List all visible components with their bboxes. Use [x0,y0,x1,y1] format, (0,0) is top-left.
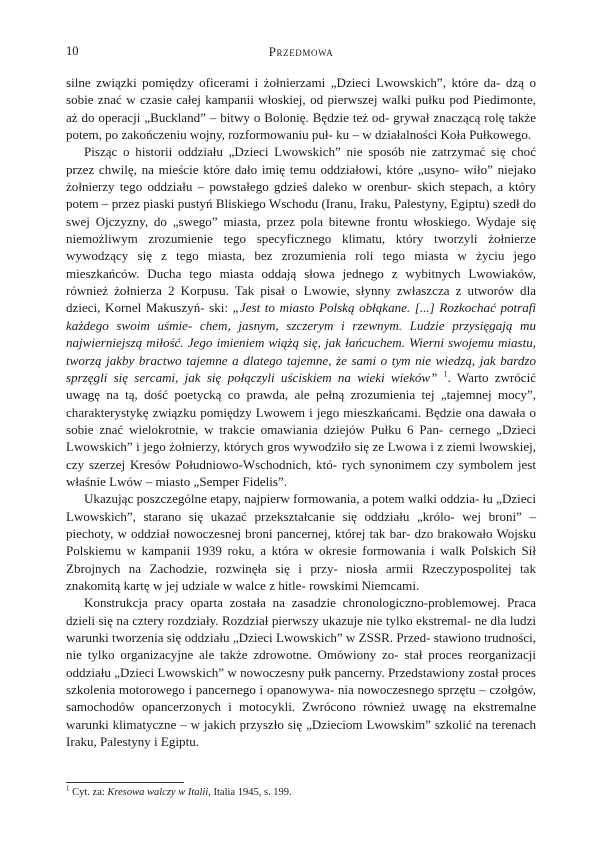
makuszynski-quote: „Jest to miasto Polską obłąkane. [...] Rozkochać potrafi każdego swoim uśmie- chem, jasnym, szczerym i rzewnym. Ludzie przysięgają mu najwierniejszą miłość. Jego imieniem wiążą się, jak łańcuchem. Wierni swojemu miastu, tworzą jakby bractwo tajemne a dlatego tajemne, że sami o tym nie wiedzą, jak bardzo sprzęgli się sercami, jak się połączyli uściskiem na wieki wieków” [66,300,537,385]
paragraph-2 [66,143,536,490]
paragraph-1: silne związki pomiędzy oficerami i żołnierzami „Dzieci Lwowskich”, które da- dzą o sobie znać w czasie całej kampanii włoskiej, od pierwszej walki pułku pod Piedimonte, aż do operacji „Buckland” – bitwy o Bolonię. Będzie też od- grywał znaczącą rolę także potem, po zakończeniu wojny, rozformowaniu puł- ku – w działalności Koła Pułkowego. [66,75,536,143]
footnote-prefix: Cyt. za: [69,787,108,798]
paragraph-3: Ukazując poszczególne etapy, najpierw formowania, a potem walki oddzia- łu „Dzieci Lwowskich”, starano się ukazać przekształcanie się oddziału „królo- wej broni” – piechoty, w oddział nowoczesnej broni pancernej, której tak bar- dzo brakowało Wojsku Polskiemu w kampanii 1939 roku, a która w okresie formowania i walk Polskich Sił Zbrojnych na Zachodzie, rozwinęła się i przy- niosła armii Rzeczypospolitej tak znakomitą kartę w jej udziale w walce z hitle- rowskimi Niemcami. [66,491,536,593]
footnote-suffix: , Italia 1945, s. 199. [208,787,292,798]
paragraph-2-text-b: . Warto zwrócić uwagę na tą, dość poetycką co prawda, ale pełną zrozumienia tej „tajemnej mocy”, charakterystykę związku pomiędzy Lwowem i jego mieszkańcami. Będzie ona dawała o sobie znać wielokrotnie, w trakcie omawiania dziejów Pułku 6 Pan- cernego „Dzieci Lwowskich” i jego żołnierzy, których gros wywodziło się ze Lwowa i z ziemi lwowskiej, czy szerzej Kresów Południowo-Wschodnich, któ- rych synonimem czy symbolem jest właśnie Lwów – miasto „Semper Fidelis”. [66,369,537,489]
footnote-title: Kresowa walczy w Italii [107,787,209,798]
footnote [66,786,536,799]
footnote-divider [66,782,184,783]
running-title: Przedmowa [268,44,334,59]
footnote-number: 1 [66,784,70,793]
running-head [66,44,536,60]
paragraph-4: Konstrukcja pracy oparta została na zasadzie chronologiczno-problemowej. Praca dzieli się na cztery rozdziały. Rozdział pierwszy ukazuje nie tylko ekstremal- ne dla ludzi warunki tworzenia się oddziału „Dzieci Lwowskich” w ZSSR. Przed- stawiono trudności, nie tylko organizacyjne ale także zdrowotne. Omówiony zo- stał proces reorganizacji oddziału „Dzieci Lwowskich” w nowoczesny pułk pancerny. Przedstawiony został proces szkolenia motorowego i pancernego i opanowywa- nia nowoczesnego sprzętu – czołgów, samochodów opancerzonych i motocykli. Zwrócono również uwagę na ekstremalne warunki klimatyczne – w jakich przyszło się „Dzieciom Lwowskim” szkolić na terenach Iraku, Palestyny i Egiptu. [66,595,536,750]
body-text [66,74,536,750]
page-number: 10 [66,44,79,58]
footnote-reference: 1 [443,369,448,379]
paragraph-2-text-a: Pisząc o historii oddziału „Dzieci Lwowskich” nie sposób nie zatrzymać się choć przez chwilę, na mieście które dało imię temu oddziałowi, które „usyno- wiło” niejako żołnierzy tego oddziału – powstałego gdzieś daleko w orenbur- skich stepach, a który potem – przez piaski pustyń Bliskiego Wschodu (Iranu, Iraku, Palestyny, Egiptu) szedł do swej Ojczyzny, do „swego” miasta, przez pola bitewne frontu włoskiego. Wydaje się niemożliwym zrozumienie tego specyficznego klimatu, który tworzyli żołnierze wywodzący się z tego miasta, bez zrozumienia roli tego miasta w życiu jego mieszkańców. Ducha tego miasta oddają słowa jednego z wybitnych Lwowiaków, również żołnierza 2 Korpusu. Tak pisał o Lwowie, słynny zwłaszcza z utworów dla dzieci, Kornel Makuszyń- ski: [66,144,536,316]
